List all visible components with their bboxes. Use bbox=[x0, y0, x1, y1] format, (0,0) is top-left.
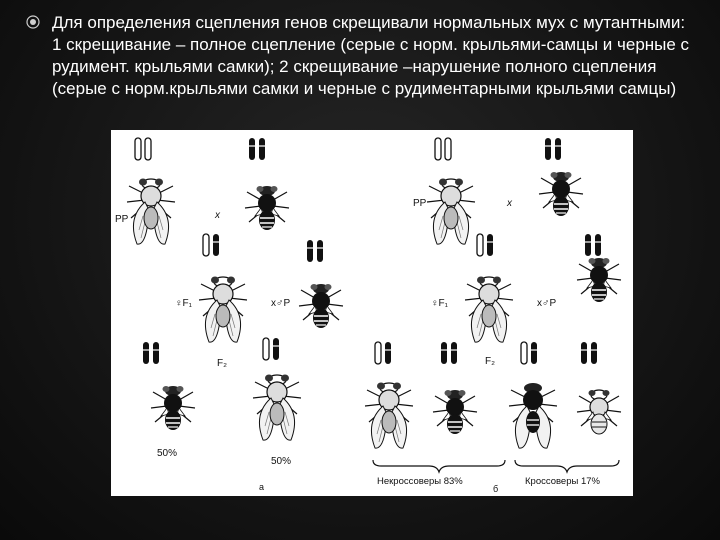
noncrossover-label: Некроссоверы 83% bbox=[377, 476, 463, 487]
slide-text-block bbox=[52, 12, 692, 100]
f1-left-label: ♀F₁ bbox=[175, 298, 192, 309]
pp-left-label: PP bbox=[115, 214, 129, 225]
panel-a-label: а bbox=[259, 482, 265, 492]
crossover-label: Кроссоверы 17% bbox=[525, 476, 600, 487]
panel-a bbox=[115, 138, 343, 492]
cross-symbol-right: x bbox=[507, 198, 512, 209]
pp-right-label: PP bbox=[413, 198, 427, 209]
p-left-label: x♂P bbox=[271, 298, 291, 309]
cross-symbol-left: x bbox=[215, 210, 220, 221]
pct-left-2: 50% bbox=[271, 456, 292, 467]
f2-right-label: F₂ bbox=[485, 356, 495, 367]
bullet-icon bbox=[26, 15, 40, 29]
slide-paragraph: Для определения сцепления генов скрещивали нормальных мух с мутантными: 1 скрещивание – полное сцепление (серые с норм. крыльями-самцы и черные с рудимент. крыльями самки); 2 скрещивание –нарушение полного сцепления (серые с норм.крыльями самки и черные с рудиментарными крыльями самцы) bbox=[52, 13, 690, 98]
pct-left-1: 50% bbox=[157, 448, 178, 459]
p-right-label: x♂P bbox=[537, 298, 557, 309]
f2-label: F₂ bbox=[217, 358, 227, 369]
f1-right-label: ♀F₁ bbox=[431, 298, 448, 309]
figure-drawing bbox=[111, 130, 633, 496]
panel-b bbox=[365, 138, 621, 494]
genetics-figure bbox=[111, 130, 633, 496]
panel-b-label: б bbox=[493, 484, 499, 494]
